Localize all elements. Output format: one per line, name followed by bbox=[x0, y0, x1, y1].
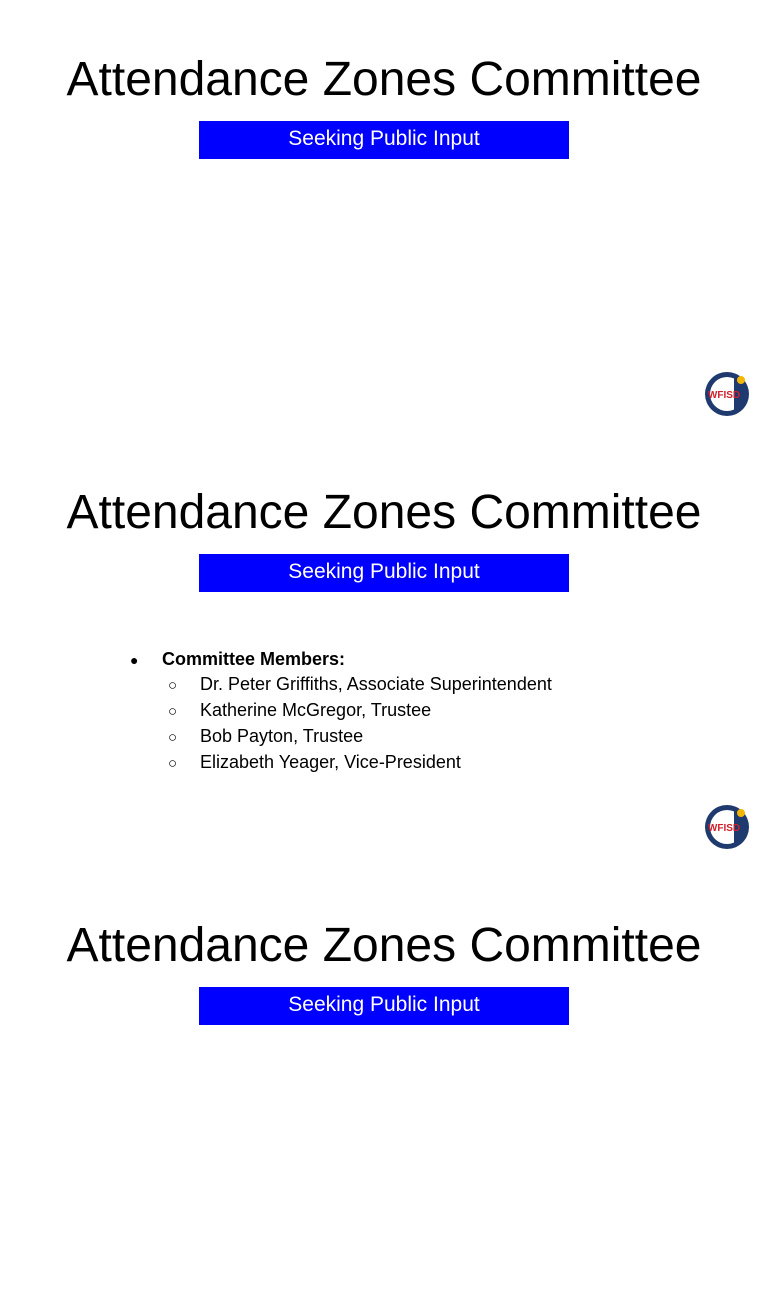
slide-title: Attendance Zones Committee bbox=[66, 919, 702, 972]
wfisd-logo bbox=[703, 370, 751, 418]
subtitle-banner: Seeking Public Input bbox=[199, 121, 569, 159]
sub-bullet-marker: ○ bbox=[168, 677, 178, 694]
bullet-marker: ● bbox=[130, 652, 139, 668]
sub-bullet-marker: ○ bbox=[168, 755, 178, 772]
bullet-heading: Committee Members: bbox=[162, 649, 346, 669]
logo-text: WFISD bbox=[707, 390, 741, 401]
committee-members-list bbox=[130, 647, 552, 776]
sub-bullet-marker: ○ bbox=[168, 703, 178, 720]
member-name: Elizabeth Yeager, Vice-President bbox=[200, 752, 461, 772]
sub-bullet-item bbox=[168, 750, 552, 776]
member-name: Bob Payton, Trustee bbox=[200, 726, 364, 746]
wfisd-logo bbox=[703, 803, 751, 851]
sub-bullet-item bbox=[168, 724, 552, 750]
bullet-item bbox=[130, 647, 552, 672]
slide-title: Attendance Zones Committee bbox=[66, 486, 702, 539]
sub-bullet-item bbox=[168, 672, 552, 698]
slide-2 bbox=[0, 433, 768, 866]
subtitle-banner: Seeking Public Input bbox=[199, 554, 569, 592]
sub-bullet-marker: ○ bbox=[168, 729, 178, 746]
member-name: Katherine McGregor, Trustee bbox=[200, 700, 432, 720]
subtitle-banner: Seeking Public Input bbox=[199, 987, 569, 1025]
sub-bullet-item bbox=[168, 698, 552, 724]
logo-text: WFISD bbox=[707, 823, 741, 834]
slide-3 bbox=[0, 866, 768, 1299]
slide-1 bbox=[0, 0, 768, 433]
slide-title: Attendance Zones Committee bbox=[66, 53, 702, 106]
member-name: Dr. Peter Griffiths, Associate Superintendent bbox=[200, 674, 552, 694]
